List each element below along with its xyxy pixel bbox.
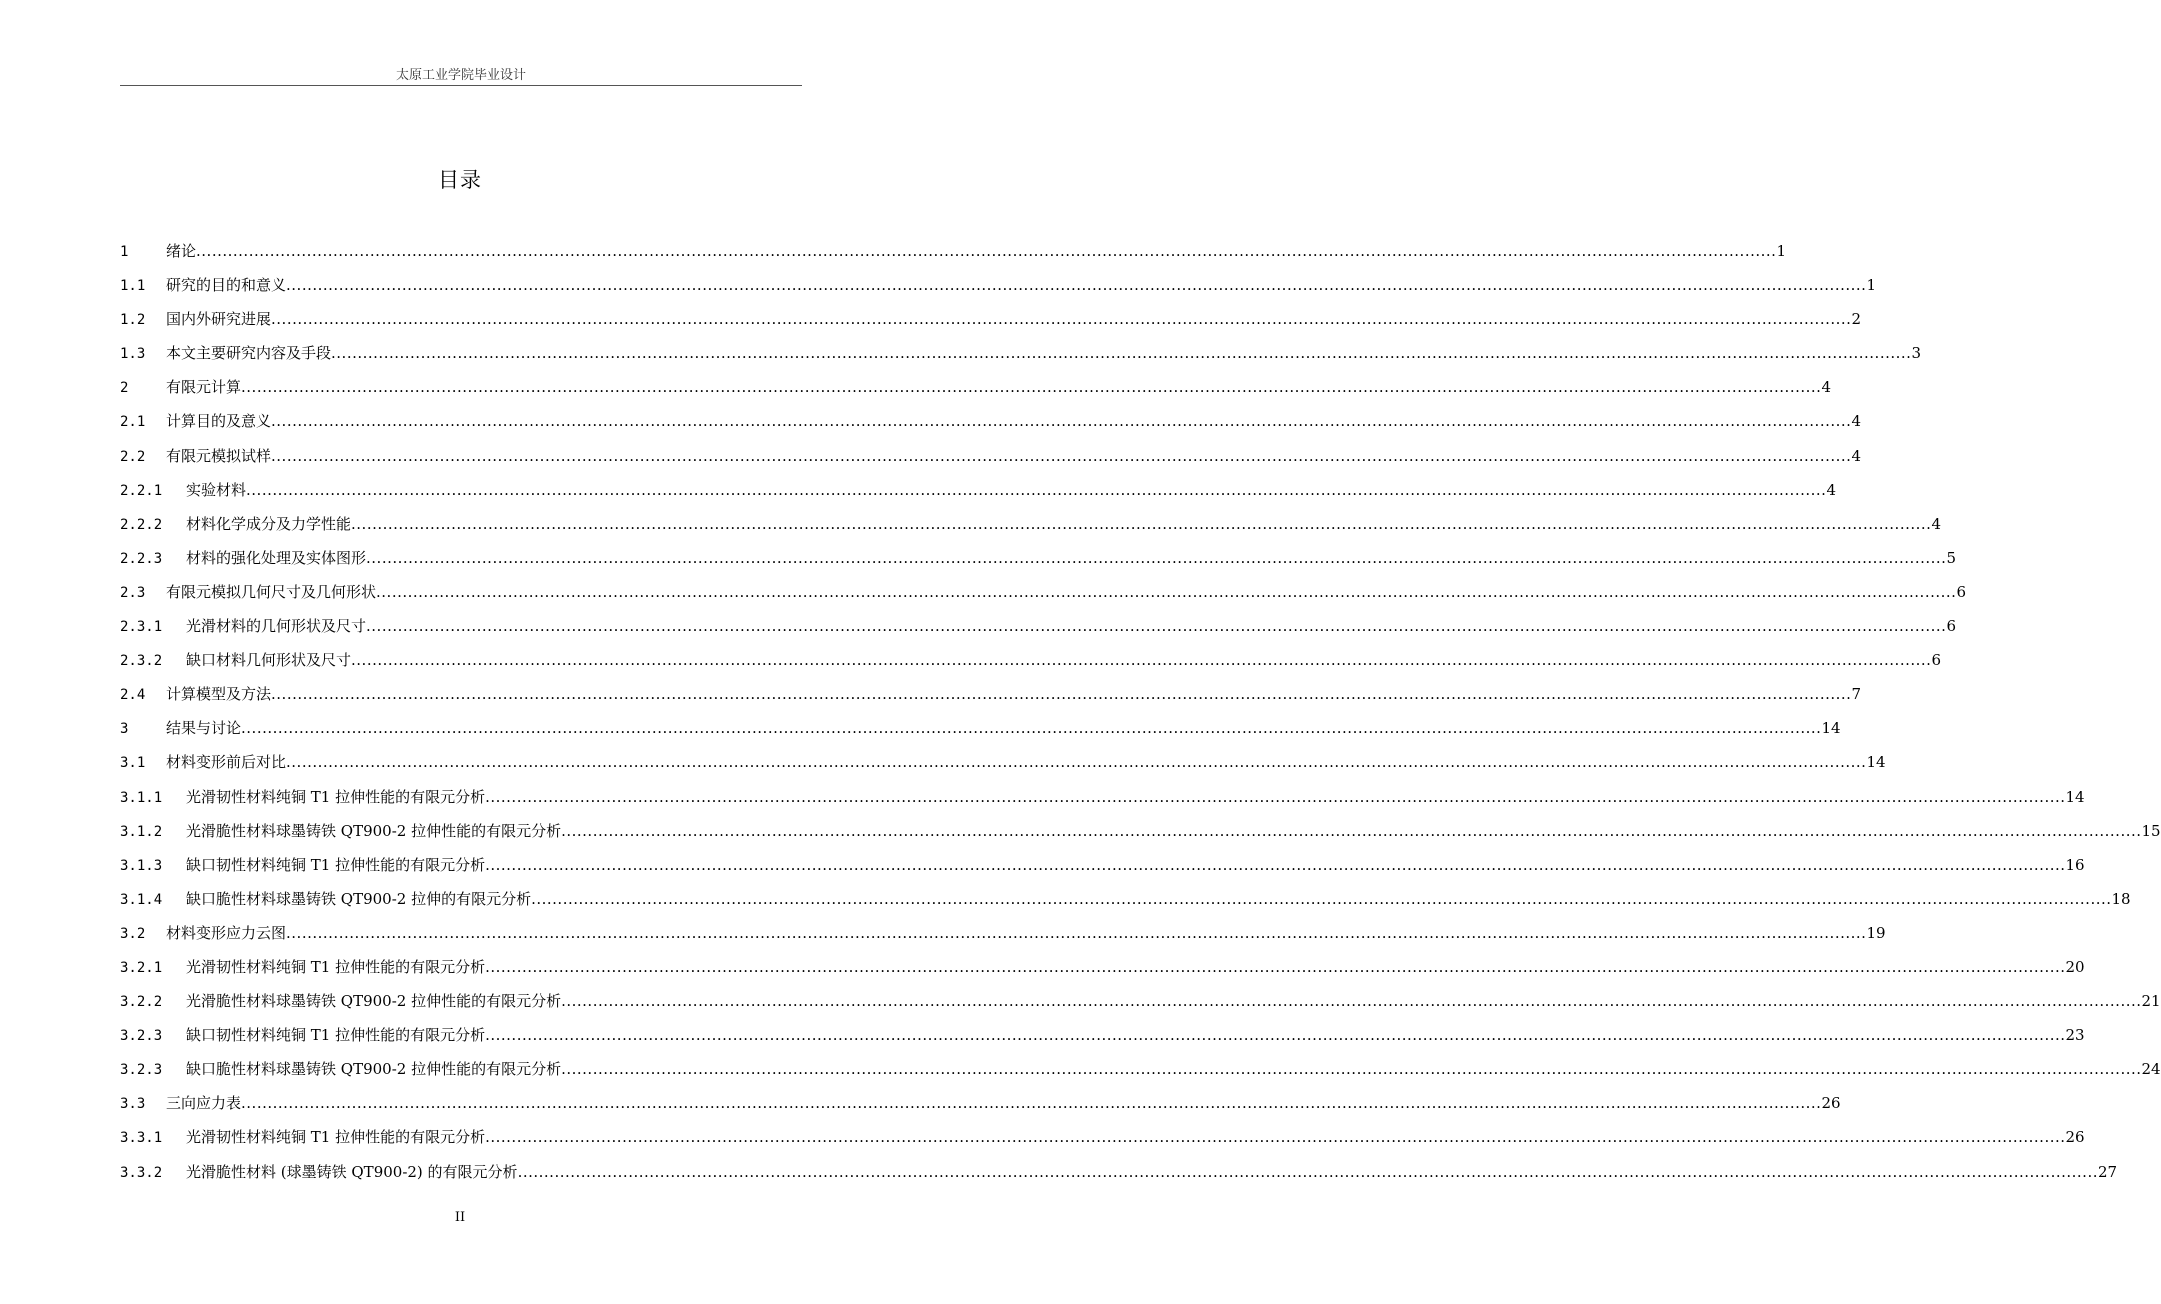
toc-entry-number: 1.3 — [120, 346, 146, 363]
toc-entry[interactable] — [120, 916, 1886, 950]
toc-entry-page: 7 — [1851, 685, 1861, 704]
toc-entry-title: 计算模型及方法 — [166, 685, 272, 704]
toc-entry-number: 3.1.2 — [120, 823, 163, 840]
toc-entry-number: 2.1 — [120, 414, 146, 431]
toc-entry-page: 18 — [2111, 889, 2131, 908]
toc-dot-leader: ............................................................................................................................................................................................................................................................................................................ — [271, 412, 1852, 431]
toc-entry-title: 缺口脆性材料球墨铸铁 QT900-2 拉伸性能的有限元分析 — [186, 1060, 562, 1079]
toc-entry-page: 4 — [1826, 480, 1836, 499]
toc-entry-page: 4 — [1821, 378, 1831, 397]
toc-dot-leader: ............................................................................................................................................................................................................................................................................................................ — [561, 821, 2142, 840]
toc-entry-title: 有限元计算 — [166, 378, 242, 397]
toc-entry[interactable] — [120, 268, 1876, 302]
toc-entry[interactable] — [120, 643, 1941, 677]
toc-entry-number: 2.3.2 — [120, 653, 163, 670]
toc-entry-title: 缺口材料几何形状及尺寸 — [186, 651, 352, 670]
toc-entry-page: 20 — [2065, 957, 2085, 976]
toc-entry-title: 材料化学成分及力学性能 — [186, 514, 352, 533]
toc-entry-title: 绪论 — [166, 242, 197, 260]
toc-dot-leader: ............................................................................................................................................................................................................................................................................................................ — [561, 992, 2142, 1011]
toc-entry-number: 3.2.2 — [120, 994, 163, 1011]
toc-dot-leader: ............................................................................................................................................................................................................................................................................................................ — [241, 1094, 1822, 1113]
toc-entry-number: 2.2.1 — [120, 482, 163, 499]
toc-entry-title: 光滑韧性材料纯铜 T1 拉伸性能的有限元分析 — [186, 787, 486, 806]
toc-entry-page: 6 — [1956, 582, 1966, 601]
header-rule — [120, 85, 802, 86]
toc-entry-number: 3.1.1 — [120, 789, 163, 806]
toc-entry-title: 缺口韧性材料纯铜 T1 拉伸性能的有限元分析 — [186, 1026, 486, 1045]
toc-entry-page: 14 — [1821, 719, 1841, 738]
toc-dot-leader: ............................................................................................................................................................................................................................................................................................................ — [246, 480, 1827, 499]
toc-dot-leader: ............................................................................................................................................................................................................................................................................................................ — [241, 378, 1822, 397]
toc-entry[interactable] — [120, 336, 1921, 370]
toc-entry-page: 19 — [1866, 923, 1886, 942]
toc-entry-number: 3 — [120, 721, 129, 738]
toc-entry-title: 光滑韧性材料纯铜 T1 拉伸性能的有限元分析 — [186, 1128, 486, 1147]
toc-entry-number: 1.2 — [120, 312, 146, 329]
toc-entry-title: 结果与讨论 — [166, 719, 242, 738]
toc-entry[interactable] — [120, 745, 1886, 779]
toc-entry-title: 缺口韧性材料纯铜 T1 拉伸性能的有限元分析 — [186, 855, 486, 874]
toc-dot-leader: ............................................................................................................................................................................................................................................................................................................ — [271, 685, 1852, 704]
toc-entry-page: 27 — [2097, 1162, 2118, 1181]
toc-dot-leader: ............................................................................................................................................................................................................................................................................................................ — [286, 923, 1867, 942]
toc-entry[interactable] — [120, 1052, 2161, 1086]
toc-entry-title: 光滑脆性材料 (球墨铸铁 QT900-2) 的有限元分析 — [186, 1162, 518, 1181]
toc-entry-title: 实验材料 — [186, 480, 247, 499]
toc-entry-title: 国内外研究进展 — [166, 310, 272, 329]
toc-entry-number: 2.2.3 — [120, 550, 163, 567]
toc-entry[interactable] — [120, 780, 2085, 814]
toc-entry-number: 3.1 — [120, 755, 146, 772]
toc-entry[interactable] — [120, 1018, 2085, 1052]
toc-dot-leader: ............................................................................................................................................................................................................................................................................................................ — [376, 582, 1957, 601]
toc-entry-title: 光滑材料的几何形状及尺寸 — [186, 617, 367, 636]
toc-dot-leader: ............................................................................................................................................................................................................................................................................................................ — [286, 276, 1867, 295]
toc-entry[interactable] — [120, 575, 1966, 609]
toc-dot-leader: ............................................................................................................................................................................................................................................................................................................ — [517, 1162, 2098, 1181]
toc-dot-leader: ............................................................................................................................................................................................................................................................................................................ — [531, 889, 2112, 908]
toc-entry-number: 3.2 — [120, 925, 146, 942]
toc-entry-number: 1.1 — [120, 278, 146, 295]
toc-dot-leader: ............................................................................................................................................................................................................................................................................................................ — [331, 344, 1912, 363]
toc-entry-number: 2.3.1 — [120, 619, 163, 636]
page-number: II — [454, 1210, 466, 1225]
toc-entry[interactable] — [120, 302, 1861, 336]
toc-dot-leader: ............................................................................................................................................................................................................................................................................................................ — [485, 855, 2066, 874]
toc-entry-number: 2.2 — [120, 448, 146, 465]
toc-entry-title: 材料的强化处理及实体图形 — [186, 548, 367, 567]
toc-entry-page: 23 — [2065, 1026, 2085, 1045]
toc-entry-title: 研究的目的和意义 — [166, 276, 287, 295]
toc-dot-leader: ............................................................................................................................................................................................................................................................................................................ — [351, 651, 1932, 670]
toc-entry-title: 缺口脆性材料球墨铸铁 QT900-2 拉伸的有限元分析 — [186, 889, 532, 908]
toc-entry-page: 24 — [2141, 1060, 2161, 1079]
toc-entry[interactable] — [120, 984, 2161, 1018]
toc-entry-page: 5 — [1946, 548, 1956, 567]
toc-entry-number: 2.4 — [120, 687, 146, 704]
toc-entry-page: 4 — [1851, 446, 1861, 465]
toc-entry-page: 1 — [1866, 276, 1876, 295]
toc-entry[interactable] — [120, 1086, 1841, 1120]
toc-entry-page: 4 — [1851, 412, 1861, 431]
toc-entry-number: 1 — [120, 244, 129, 260]
toc-entry-title: 本文主要研究内容及手段 — [166, 344, 332, 363]
toc-dot-leader: ............................................................................................................................................................................................................................................................................................................ — [286, 753, 1867, 772]
toc-dot-leader: ............................................................................................................................................................................................................................................................................................................ — [241, 719, 1822, 738]
toc-entry-number: 3.2.3 — [120, 1062, 163, 1079]
toc-entry-title: 光滑韧性材料纯铜 T1 拉伸性能的有限元分析 — [186, 957, 486, 976]
toc-entry-page: 6 — [1931, 651, 1941, 670]
toc-entry[interactable] — [120, 370, 1831, 404]
toc-entry[interactable] — [120, 677, 1861, 711]
toc-dot-leader: ............................................................................................................................................................................................................................................................................................................ — [485, 957, 2066, 976]
toc-entry-title: 有限元模拟试样 — [166, 446, 272, 465]
toc-entry[interactable] — [120, 711, 1841, 745]
toc-title: 目录 — [438, 168, 482, 192]
toc-entry[interactable] — [120, 507, 1941, 541]
toc-entry-page: 1 — [1776, 242, 1786, 260]
page-header: 太原工业学院毕业设计 — [395, 68, 526, 83]
toc-dot-leader: ............................................................................................................................................................................................................................................................................................................ — [271, 310, 1852, 329]
toc-entry[interactable] — [120, 234, 1786, 268]
toc-entry-title: 有限元模拟几何尺寸及几何形状 — [166, 582, 377, 601]
toc-entry-page: 3 — [1911, 344, 1921, 363]
toc-entry-number: 2.3 — [120, 584, 146, 601]
toc-dot-leader: ............................................................................................................................................................................................................................................................................................................ — [196, 242, 1777, 260]
toc-entry[interactable] — [120, 882, 2131, 916]
toc-entry[interactable] — [120, 404, 1861, 438]
table-of-contents — [120, 234, 2161, 1189]
toc-dot-leader: ............................................................................................................................................................................................................................................................................................................ — [485, 1026, 2066, 1045]
toc-entry-number: 3.1.4 — [120, 891, 163, 908]
toc-dot-leader: ............................................................................................................................................................................................................................................................................................................ — [366, 548, 1947, 567]
toc-entry-number: 3.3 — [120, 1096, 146, 1113]
toc-dot-leader: ............................................................................................................................................................................................................................................................................................................ — [561, 1060, 2142, 1079]
toc-dot-leader: ............................................................................................................................................................................................................................................................................................................ — [351, 514, 1932, 533]
toc-dot-leader: ............................................................................................................................................................................................................................................................................................................ — [485, 1128, 2066, 1147]
toc-entry[interactable] — [120, 814, 2161, 848]
toc-dot-leader: ............................................................................................................................................................................................................................................................................................................ — [366, 617, 1947, 636]
toc-entry-title: 光滑脆性材料球墨铸铁 QT900-2 拉伸性能的有限元分析 — [186, 821, 562, 840]
toc-entry-page: 14 — [2065, 787, 2085, 806]
toc-entry[interactable] — [120, 848, 2085, 882]
toc-entry-title: 三向应力表 — [166, 1094, 242, 1113]
toc-entry-title: 计算目的及意义 — [166, 412, 272, 431]
toc-entry[interactable] — [120, 1155, 2118, 1189]
toc-entry-page: 2 — [1851, 310, 1861, 329]
toc-entry[interactable] — [120, 473, 1836, 507]
toc-entry-title: 材料变形前后对比 — [166, 753, 287, 772]
toc-dot-leader: ............................................................................................................................................................................................................................................................................................................ — [271, 446, 1852, 465]
toc-entry[interactable] — [120, 950, 2085, 984]
toc-entry-number: 2.2.2 — [120, 516, 163, 533]
toc-entry-page: 21 — [2141, 992, 2161, 1011]
toc-entry-page: 16 — [2065, 855, 2085, 874]
toc-entry-page: 4 — [1931, 514, 1941, 533]
toc-entry-number: 3.3.1 — [120, 1130, 163, 1147]
toc-entry-title: 材料变形应力云图 — [166, 923, 287, 942]
toc-entry-page: 26 — [1821, 1094, 1841, 1113]
toc-entry-number: 2 — [120, 380, 129, 397]
toc-dot-leader: ............................................................................................................................................................................................................................................................................................................ — [485, 787, 2066, 806]
toc-entry-number: 3.1.3 — [120, 857, 163, 874]
toc-entry-number: 3.3.2 — [120, 1164, 163, 1181]
toc-entry[interactable] — [120, 1120, 2085, 1154]
toc-entry-page: 26 — [2065, 1128, 2085, 1147]
toc-entry-number: 3.2.3 — [120, 1028, 163, 1045]
toc-entry-page: 15 — [2141, 821, 2161, 840]
toc-entry[interactable] — [120, 541, 1956, 575]
toc-entry-title: 光滑脆性材料球墨铸铁 QT900-2 拉伸性能的有限元分析 — [186, 992, 562, 1011]
toc-entry-page: 6 — [1946, 617, 1956, 636]
toc-entry[interactable] — [120, 609, 1956, 643]
toc-entry[interactable] — [120, 439, 1861, 473]
toc-entry-number: 3.2.1 — [120, 959, 163, 976]
toc-entry-page: 14 — [1866, 753, 1886, 772]
